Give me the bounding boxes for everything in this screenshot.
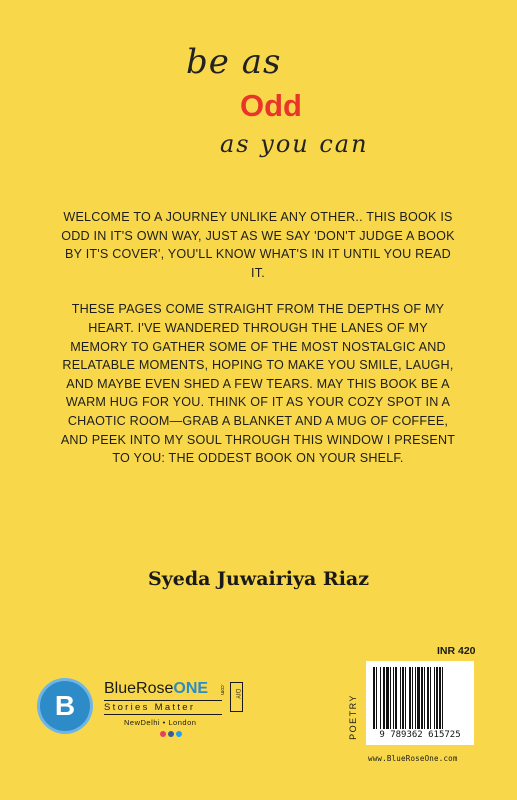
barcode-bars [372,667,468,729]
publisher-com: .com [219,684,225,695]
barcode-bar [395,667,397,729]
barcode-bar [390,667,391,729]
blurb-paragraph-1: WELCOME TO A JOURNEY UNLIKE ANY OTHER.. THIS BOOK IS ODD IN IT'S OWN WAY, JUST AS WE SAY 'DON'T JUDGE A BOOK BY IT'S COVER', YOU'LL KNOW WHAT'S IN IT UNTIL YOU READ IT. [61,210,455,280]
diy-badge [230,682,243,712]
barcode-bar [424,667,425,729]
barcode-bar [412,667,413,729]
diy-label: DIY [234,689,240,700]
barcode-bar [400,667,401,729]
barcode-bar [436,667,438,729]
barcode-bar [442,667,443,729]
genre-label: POETRY [347,694,358,740]
facebook-icon [168,731,174,737]
author-name: Syeda Juwairiya Riaz [147,568,370,590]
barcode-bar [427,667,429,729]
publisher-tagline: Stories Matter [104,700,222,715]
barcode-bar [439,667,441,729]
publisher-name [104,680,208,698]
barcode-bar [393,667,394,729]
price-label: INR 420 [437,645,476,657]
logo-b-icon: B [54,690,76,721]
social-icons [160,731,182,737]
barcode-bar [386,667,389,729]
barcode-bar [409,667,411,729]
blurb [58,208,458,468]
barcode-bar [421,667,423,729]
publisher-logo [40,681,90,731]
barcode-bar [417,667,420,729]
barcode-bar [383,667,385,729]
title-line-3: as you can [220,130,369,158]
barcode-bar [380,667,381,729]
barcode-bar [430,667,431,729]
title-line-1: be as [186,42,282,82]
publisher-name-part-1: BlueRose [104,680,174,697]
barcode-bar [402,667,404,729]
barcode-bar [405,667,406,729]
isbn-barcode [366,661,474,745]
instagram-icon [160,731,166,737]
isbn-number: 9 789362 615725 [379,730,461,740]
barcode-bar [415,667,416,729]
publisher-website: www.BlueRoseOne.com [368,754,458,763]
title-odd-word: Odd [240,88,302,123]
barcode-bar [376,667,377,729]
barcode-bar [373,667,375,729]
publisher-cities: NewDelhi • London [124,718,197,727]
blurb-paragraph-2: THESE PAGES COME STRAIGHT FROM THE DEPTHS OF MY HEART. I'VE WANDERED THROUGH THE LANES OF MY MEMORY TO GATHER SOME OF THE MOST NOSTALGIC AND RELATABLE MOMENTS, HOPING TO MAKE YOU SMILE, LAUGH, AND MAYBE EVEN SHED A FEW TEARS. MAY THIS BOOK BE A WARM HUG FOR YOU. THINK OF IT AS YOUR COZY SPOT IN A CHAOTIC ROOM—GRAB A BLANKET AND A MUG OF COFFEE, AND PEEK INTO MY SOUL THROUGH THIS WINDOW I PRESENT TO YOU: THE ODDEST BOOK ON YOUR SHELF. [60,302,456,466]
barcode-bar [434,667,435,729]
twitter-icon [176,731,182,737]
publisher-name-part-2: ONE [173,680,209,697]
